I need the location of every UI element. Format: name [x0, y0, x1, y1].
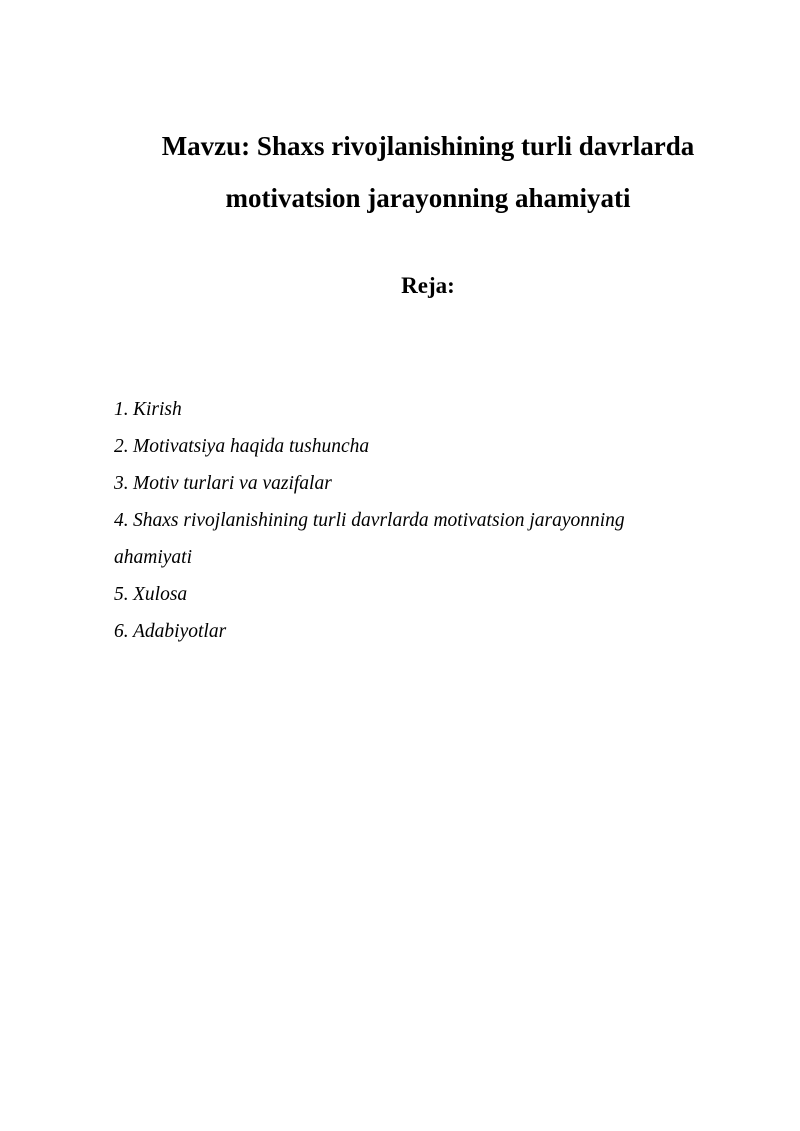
plan-item-text: Kirish	[133, 399, 182, 420]
plan-item-number: 2.	[114, 436, 129, 457]
plan-item-text: Adabiyotlar	[133, 621, 227, 642]
plan-item-number: 1.	[114, 399, 129, 420]
plan-item-6	[114, 613, 694, 650]
plan-item-text: Motivatsiya haqida tushuncha	[133, 436, 370, 457]
document-title-line-1: Mavzu: Shaxs rivojlanishining turli davrlarda	[161, 131, 695, 161]
plan-item-number: 5.	[114, 584, 129, 605]
plan-item-text: Motiv turlari va vazifalar	[133, 473, 332, 494]
plan-list	[114, 391, 694, 650]
plan-heading: Reja:	[401, 273, 455, 298]
plan-item-number: 3.	[114, 473, 129, 494]
plan-item-1	[114, 391, 694, 428]
plan-item-2	[114, 428, 694, 465]
plan-item-4	[114, 502, 694, 576]
plan-item-text: Xulosa	[133, 584, 188, 605]
plan-item-text: Shaxs rivojlanishining turli davrlarda motivatsion jarayonning ahamiyati	[114, 510, 625, 568]
document-title	[110, 120, 746, 224]
document-title-line-2: motivatsion jarayonning ahamiyati	[225, 183, 631, 213]
plan-item-3	[114, 465, 694, 502]
plan-item-number: 4.	[114, 510, 129, 531]
plan-item-number: 6.	[114, 621, 129, 642]
plan-item-5	[114, 576, 694, 613]
